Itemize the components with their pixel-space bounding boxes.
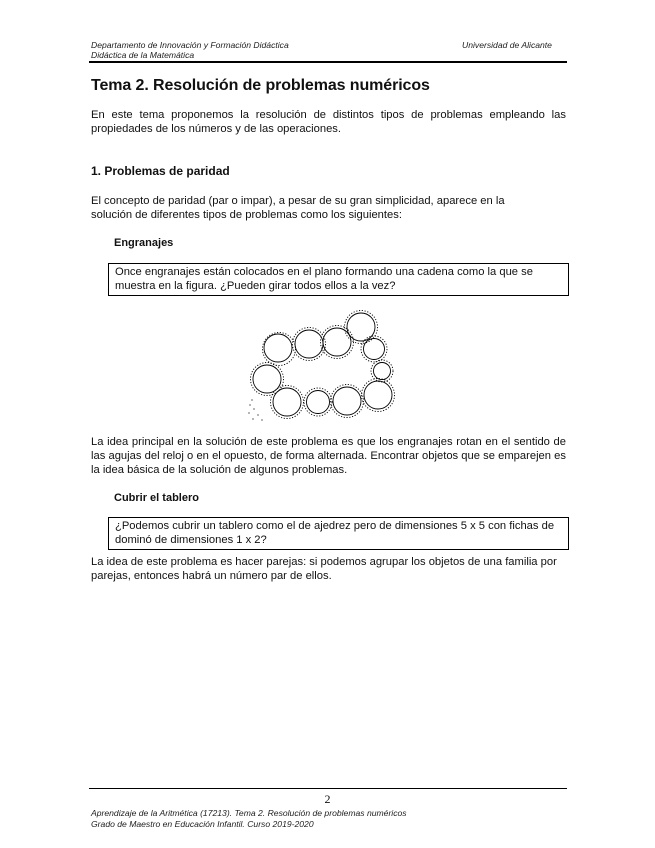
- header-department: Departamento de Innovación y Formación Didáctica: [91, 40, 289, 50]
- explanation-tablero: La idea de este problema es hacer parejas: si podemos agrupar los objetos de una familia por parejas, entonces habrá un número par de ellos.: [91, 556, 557, 582]
- footer-rule: [89, 788, 567, 789]
- problem-box-tablero: [108, 517, 569, 550]
- problem-heading-tablero: Cubrir el tablero: [114, 492, 199, 504]
- section-intro: El concepto de paridad (par o impar), a pesar de su gran simplicidad, aparece en la solución de diferentes tipos de problemas como los siguientes:: [91, 195, 505, 221]
- footer-course: Aprendizaje de la Aritmética (17213). Tema 2. Resolución de problemas numéricos: [91, 808, 407, 818]
- gear-chain-figure: [240, 305, 410, 425]
- header-rule: [89, 61, 567, 63]
- header-university: Universidad de Alicante: [462, 40, 552, 50]
- footer-degree: Grado de Maestro en Educación Infantil. Curso 2019-2020: [91, 819, 314, 829]
- problem-box-engranajes: [108, 263, 569, 296]
- page-number: 2: [324, 792, 331, 806]
- section-heading: 1. Problemas de paridad: [91, 164, 230, 178]
- problem-statement-tablero: ¿Podemos cubrir un tablero como el de ajedrez pero de dimensiones 5 x 5 con fichas de dominó de dimensiones 1 x 2?: [115, 520, 555, 546]
- explanation-engranajes: La idea principal en la solución de este problema es que los engranajes rotan en el sentido de las agujas del reloj o en el opuesto, de forma alternada. Encontrar objetos que se emparejen es la idea básica de la solución de algunos problemas.: [91, 436, 566, 476]
- intro-paragraph: En este tema proponemos la resolución de distintos tipos de problemas empleando las propiedades de los números y de las operaciones.: [91, 109, 566, 135]
- problem-statement-engranajes: Once engranajes están colocados en el plano formando una cadena como la que se muestra en la figura. ¿Pueden girar todos ellos a la vez?: [115, 266, 533, 292]
- page-title: Tema 2. Resolución de problemas numéricos: [91, 77, 430, 94]
- problem-heading-engranajes: Engranajes: [114, 237, 174, 249]
- header-subject: Didáctica de la Matemática: [91, 50, 195, 60]
